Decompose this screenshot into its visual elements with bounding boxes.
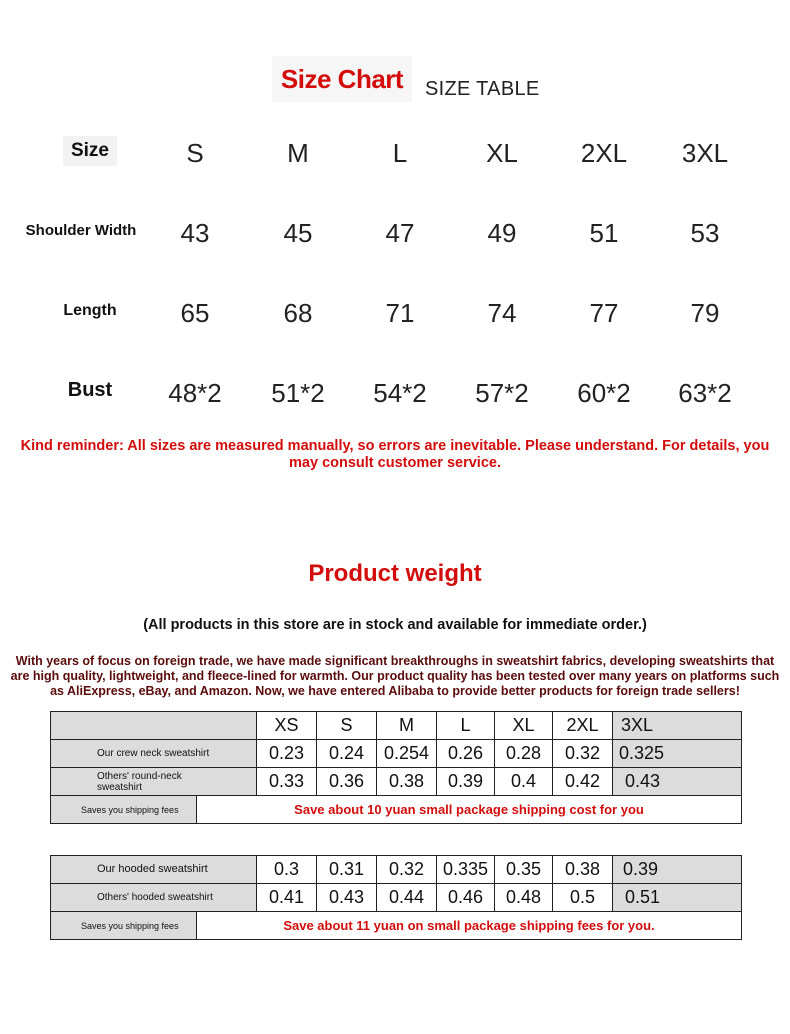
weight-table-hooded bbox=[50, 855, 742, 940]
weight-cell: 0.26 bbox=[437, 740, 495, 768]
weight-table-crew bbox=[50, 711, 742, 824]
size-value: 54*2 bbox=[373, 378, 427, 408]
row-label: Length bbox=[63, 302, 117, 319]
size-chart-subtitle: SIZE TABLE bbox=[425, 78, 540, 100]
weight-cell: 0.36 bbox=[317, 768, 377, 796]
size-header-cell: M bbox=[287, 138, 309, 168]
weight-cell: 0.42 bbox=[553, 768, 613, 796]
shipping-label: Saves you shipping fees bbox=[51, 796, 197, 824]
row-label: Others' round-neck sweatshirt bbox=[97, 770, 182, 793]
stock-note: (All products in this store are in stock and available for immediate order.) bbox=[143, 617, 647, 633]
intro-paragraph: With years of focus on foreign trade, we have made significant breakthroughs in sweatshirt fabrics, developing sweatshirts that are high quality, lightweight, and fleece-lined for warmth. Our product quality has been tested over many years on platforms such as AliExpress, eBay, and Amazon. Now, we have entered Alibaba to provide better products for foreign trade sellers! bbox=[10, 654, 780, 698]
product-weight-title: Product weight bbox=[308, 560, 482, 587]
size-header-cell: XL bbox=[486, 138, 518, 168]
size-value: 57*2 bbox=[475, 378, 529, 408]
header-cell: M bbox=[377, 712, 437, 740]
weight-cell: 0.28 bbox=[495, 740, 553, 768]
size-header-row bbox=[0, 136, 790, 176]
row-label: Bust bbox=[67, 379, 113, 401]
weight-cell: 0.38 bbox=[377, 768, 437, 796]
size-value: 48*2 bbox=[168, 378, 222, 408]
weight-cell: 0.35 bbox=[495, 856, 553, 884]
shipping-row bbox=[51, 796, 742, 824]
size-value: 49 bbox=[487, 218, 517, 248]
shipping-note: Save about 10 yuan small package shipping cost for you bbox=[197, 796, 742, 824]
weight-cell: 0.33 bbox=[257, 768, 317, 796]
size-value: 60*2 bbox=[577, 378, 631, 408]
size-header-cell: 3XL bbox=[681, 138, 729, 168]
weight-cell: 0.32 bbox=[377, 856, 437, 884]
weight-cell: 0.325 bbox=[619, 743, 665, 763]
size-value: 74 bbox=[487, 298, 517, 328]
weight-cell: 0.48 bbox=[495, 884, 553, 912]
shipping-note: Save about 11 yuan on small package shipping fees for you. bbox=[197, 912, 742, 940]
size-value: 68 bbox=[283, 298, 313, 328]
size-row-length bbox=[0, 296, 790, 336]
size-row-shoulder bbox=[0, 216, 790, 256]
size-value: 51*2 bbox=[271, 378, 325, 408]
weight-cell: 0.5 bbox=[553, 884, 613, 912]
size-header-cell: 2XL bbox=[580, 138, 628, 168]
weight-cell: 0.39 bbox=[437, 768, 495, 796]
weight-cell: 0.44 bbox=[377, 884, 437, 912]
weight-cell: 0.4 bbox=[495, 768, 553, 796]
shipping-row bbox=[51, 912, 742, 940]
weight-cell: 0.41 bbox=[257, 884, 317, 912]
size-value: 71 bbox=[385, 298, 415, 328]
weight-cell: 0.23 bbox=[257, 740, 317, 768]
table-row bbox=[51, 740, 742, 768]
weight-cell: 0.43 bbox=[317, 884, 377, 912]
shipping-label: Saves you shipping fees bbox=[51, 912, 197, 940]
size-value: 43 bbox=[180, 218, 210, 248]
weight-cell: 0.51 bbox=[625, 887, 661, 907]
weight-cell: 0.38 bbox=[553, 856, 613, 884]
header-cell: XL bbox=[495, 712, 553, 740]
header-cell: L bbox=[437, 712, 495, 740]
weight-cell: 0.254 bbox=[377, 740, 437, 768]
size-label: Size bbox=[63, 136, 117, 166]
size-value: 51 bbox=[589, 218, 619, 248]
weight-cell: 0.39 bbox=[623, 859, 659, 879]
size-header-cell: L bbox=[392, 138, 408, 168]
row-label: Our hooded sweatshirt bbox=[97, 863, 208, 875]
size-reminder: Kind reminder: All sizes are measured manually, so errors are inevitable. Please understand. For details, you may consult customer service. bbox=[20, 438, 770, 471]
weight-cell: 0.31 bbox=[317, 856, 377, 884]
size-value: 45 bbox=[283, 218, 313, 248]
size-chart-title: Size Chart bbox=[272, 56, 412, 102]
table-header-row bbox=[51, 712, 742, 740]
size-value: 63*2 bbox=[678, 378, 732, 408]
size-value: 65 bbox=[180, 298, 210, 328]
row-label: Others' hooded sweatshirt bbox=[97, 892, 213, 903]
header-cell: S bbox=[317, 712, 377, 740]
weight-cell: 0.43 bbox=[625, 771, 661, 791]
row-label: Our crew neck sweatshirt bbox=[97, 748, 210, 759]
weight-cell: 0.335 bbox=[437, 856, 495, 884]
size-header-cell: S bbox=[186, 138, 204, 168]
header-cell: 3XL bbox=[621, 715, 654, 735]
row-label: Shoulder Width bbox=[25, 222, 137, 239]
table-row bbox=[51, 856, 742, 884]
weight-cell: 0.46 bbox=[437, 884, 495, 912]
size-row-bust bbox=[0, 376, 790, 416]
table-row bbox=[51, 768, 742, 796]
size-value: 79 bbox=[690, 298, 720, 328]
size-value: 77 bbox=[589, 298, 619, 328]
table-row bbox=[51, 884, 742, 912]
size-value: 47 bbox=[385, 218, 415, 248]
weight-cell: 0.24 bbox=[317, 740, 377, 768]
header-cell: 2XL bbox=[553, 712, 613, 740]
weight-cell: 0.3 bbox=[257, 856, 317, 884]
header-cell: XS bbox=[257, 712, 317, 740]
weight-cell: 0.32 bbox=[553, 740, 613, 768]
size-value: 53 bbox=[690, 218, 720, 248]
